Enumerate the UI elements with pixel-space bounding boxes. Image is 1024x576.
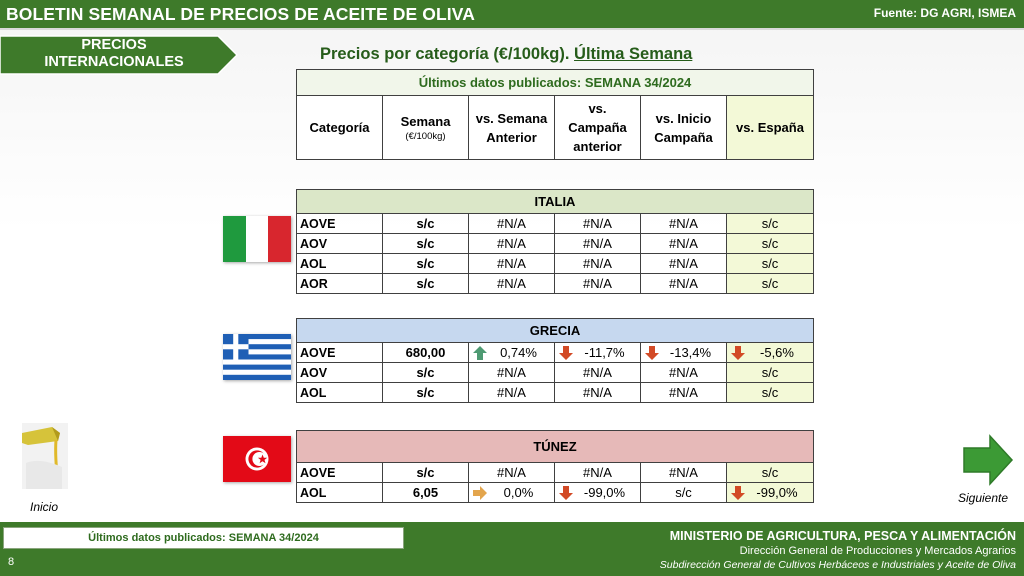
next-arrow-icon[interactable] <box>962 434 1014 486</box>
row-semana: s/c <box>383 254 469 274</box>
row-vs-inicio: s/c <box>641 483 727 503</box>
row-vs-campana: #N/A <box>555 254 641 274</box>
row-vs-inicio: #N/A <box>641 214 727 234</box>
row-semana: s/c <box>383 214 469 234</box>
olive-oil-home-icon[interactable] <box>22 423 68 489</box>
row-vs-semana: #N/A <box>469 254 555 274</box>
row-category: AOVE <box>297 343 383 363</box>
page-title: BOLETIN SEMANAL DE PRECIOS DE ACEITE DE OLIVA <box>6 4 475 24</box>
row-semana: s/c <box>383 274 469 294</box>
grecia-table <box>296 318 814 403</box>
row-vs-inicio: #N/A <box>641 383 727 403</box>
row-vs-espana: s/c <box>727 254 814 274</box>
footer-last-data: Últimos datos publicados: SEMANA 34/2024 <box>3 527 404 549</box>
section-tag <box>0 35 238 75</box>
subdirection-name: Subdirección General de Cultivos Herbáceos e Industriales y Aceite de Oliva <box>659 559 1016 571</box>
row-vs-espana: s/c <box>727 214 814 234</box>
col-header-vs-inicio: vs. Inicio Campaña <box>641 96 727 160</box>
row-vs-inicio: #N/A <box>641 234 727 254</box>
country-band-italia: ITALIA <box>297 190 814 214</box>
row-semana: 680,00 <box>383 343 469 363</box>
row-category: AOL <box>297 383 383 403</box>
row-vs-semana: 0,74% <box>469 343 555 363</box>
row-vs-campana: #N/A <box>555 274 641 294</box>
table-heading: Precios por categoría (€/100kg). Última Semana <box>320 45 693 63</box>
row-semana: s/c <box>383 463 469 483</box>
row-vs-inicio: #N/A <box>641 254 727 274</box>
direction-name: Dirección General de Producciones y Mercados Agrarios <box>739 545 1016 557</box>
row-vs-campana: -99,0% <box>555 483 641 503</box>
row-vs-semana: #N/A <box>469 234 555 254</box>
country-band-tunez: TÚNEZ <box>297 431 814 463</box>
row-vs-campana: #N/A <box>555 383 641 403</box>
row-vs-inicio: #N/A <box>641 363 727 383</box>
row-semana: s/c <box>383 383 469 403</box>
row-vs-semana: #N/A <box>469 363 555 383</box>
top-bar <box>0 0 1024 30</box>
row-category: AOL <box>297 483 383 503</box>
table-row <box>297 463 814 483</box>
country-band-grecia: GRECIA <box>297 319 814 343</box>
row-category: AOV <box>297 234 383 254</box>
arrow-down-icon <box>559 486 573 500</box>
row-vs-semana: #N/A <box>469 463 555 483</box>
row-vs-semana: #N/A <box>469 383 555 403</box>
header-table <box>296 69 814 160</box>
table-row <box>297 363 814 383</box>
greece-flag-icon <box>223 334 291 380</box>
arrow-down-icon <box>645 346 659 360</box>
row-semana: s/c <box>383 363 469 383</box>
row-vs-campana: #N/A <box>555 214 641 234</box>
next-label[interactable]: Siguiente <box>958 491 1009 505</box>
row-semana: s/c <box>383 234 469 254</box>
page-number: 8 <box>8 556 15 568</box>
col-header-categoria: Categoría <box>297 96 383 160</box>
row-vs-semana: 0,0% <box>469 483 555 503</box>
row-vs-semana: #N/A <box>469 274 555 294</box>
row-vs-campana: #N/A <box>555 234 641 254</box>
col-header-vs-campana: vs. Campaña anterior <box>555 96 641 160</box>
row-category: AOV <box>297 363 383 383</box>
arrow-down-icon <box>731 486 745 500</box>
col-header-vs-espana: vs. España <box>727 96 814 160</box>
ministry-block <box>660 529 1016 571</box>
section-tag-label: PRECIOS INTERNACIONALES <box>44 37 184 70</box>
row-vs-espana: -99,0% <box>727 483 814 503</box>
row-vs-inicio: #N/A <box>641 274 727 294</box>
row-semana: 6,05 <box>383 483 469 503</box>
tunisia-flag-icon <box>223 436 291 482</box>
arrow-down-icon <box>559 346 573 360</box>
table-row <box>297 214 814 234</box>
table-row <box>297 483 814 503</box>
arrow-down-icon <box>731 346 745 360</box>
row-vs-semana: #N/A <box>469 214 555 234</box>
table-row <box>297 254 814 274</box>
tunez-table <box>296 430 814 503</box>
italy-flag-icon <box>223 216 291 262</box>
table-banner: Últimos datos publicados: SEMANA 34/2024 <box>297 70 814 96</box>
row-vs-espana: s/c <box>727 274 814 294</box>
table-row <box>297 274 814 294</box>
row-vs-espana: -5,6% <box>727 343 814 363</box>
row-category: AOL <box>297 254 383 274</box>
row-vs-campana: #N/A <box>555 463 641 483</box>
row-vs-inicio: #N/A <box>641 463 727 483</box>
italia-table <box>296 189 814 294</box>
row-category: AOVE <box>297 463 383 483</box>
home-label[interactable]: Inicio <box>30 500 59 514</box>
table-row <box>297 234 814 254</box>
row-vs-campana: -11,7% <box>555 343 641 363</box>
arrow-up-icon <box>473 346 487 360</box>
source-label: Fuente: DG AGRI, ISMEA <box>873 6 1016 20</box>
arrow-right-icon <box>473 486 487 500</box>
row-vs-espana: s/c <box>727 383 814 403</box>
col-header-vs-semana: vs. Semana Anterior <box>469 96 555 160</box>
ministry-name: MINISTERIO DE AGRICULTURA, PESCA Y ALIMENTACIÓN <box>669 529 1016 543</box>
table-row <box>297 383 814 403</box>
row-vs-espana: s/c <box>727 363 814 383</box>
row-vs-espana: s/c <box>727 234 814 254</box>
row-vs-inicio: -13,4% <box>641 343 727 363</box>
row-vs-campana: #N/A <box>555 363 641 383</box>
row-category: AOVE <box>297 214 383 234</box>
table-row <box>297 343 814 363</box>
col-header-semana: Semana (€/100kg) <box>383 96 469 160</box>
row-vs-espana: s/c <box>727 463 814 483</box>
row-category: AOR <box>297 274 383 294</box>
